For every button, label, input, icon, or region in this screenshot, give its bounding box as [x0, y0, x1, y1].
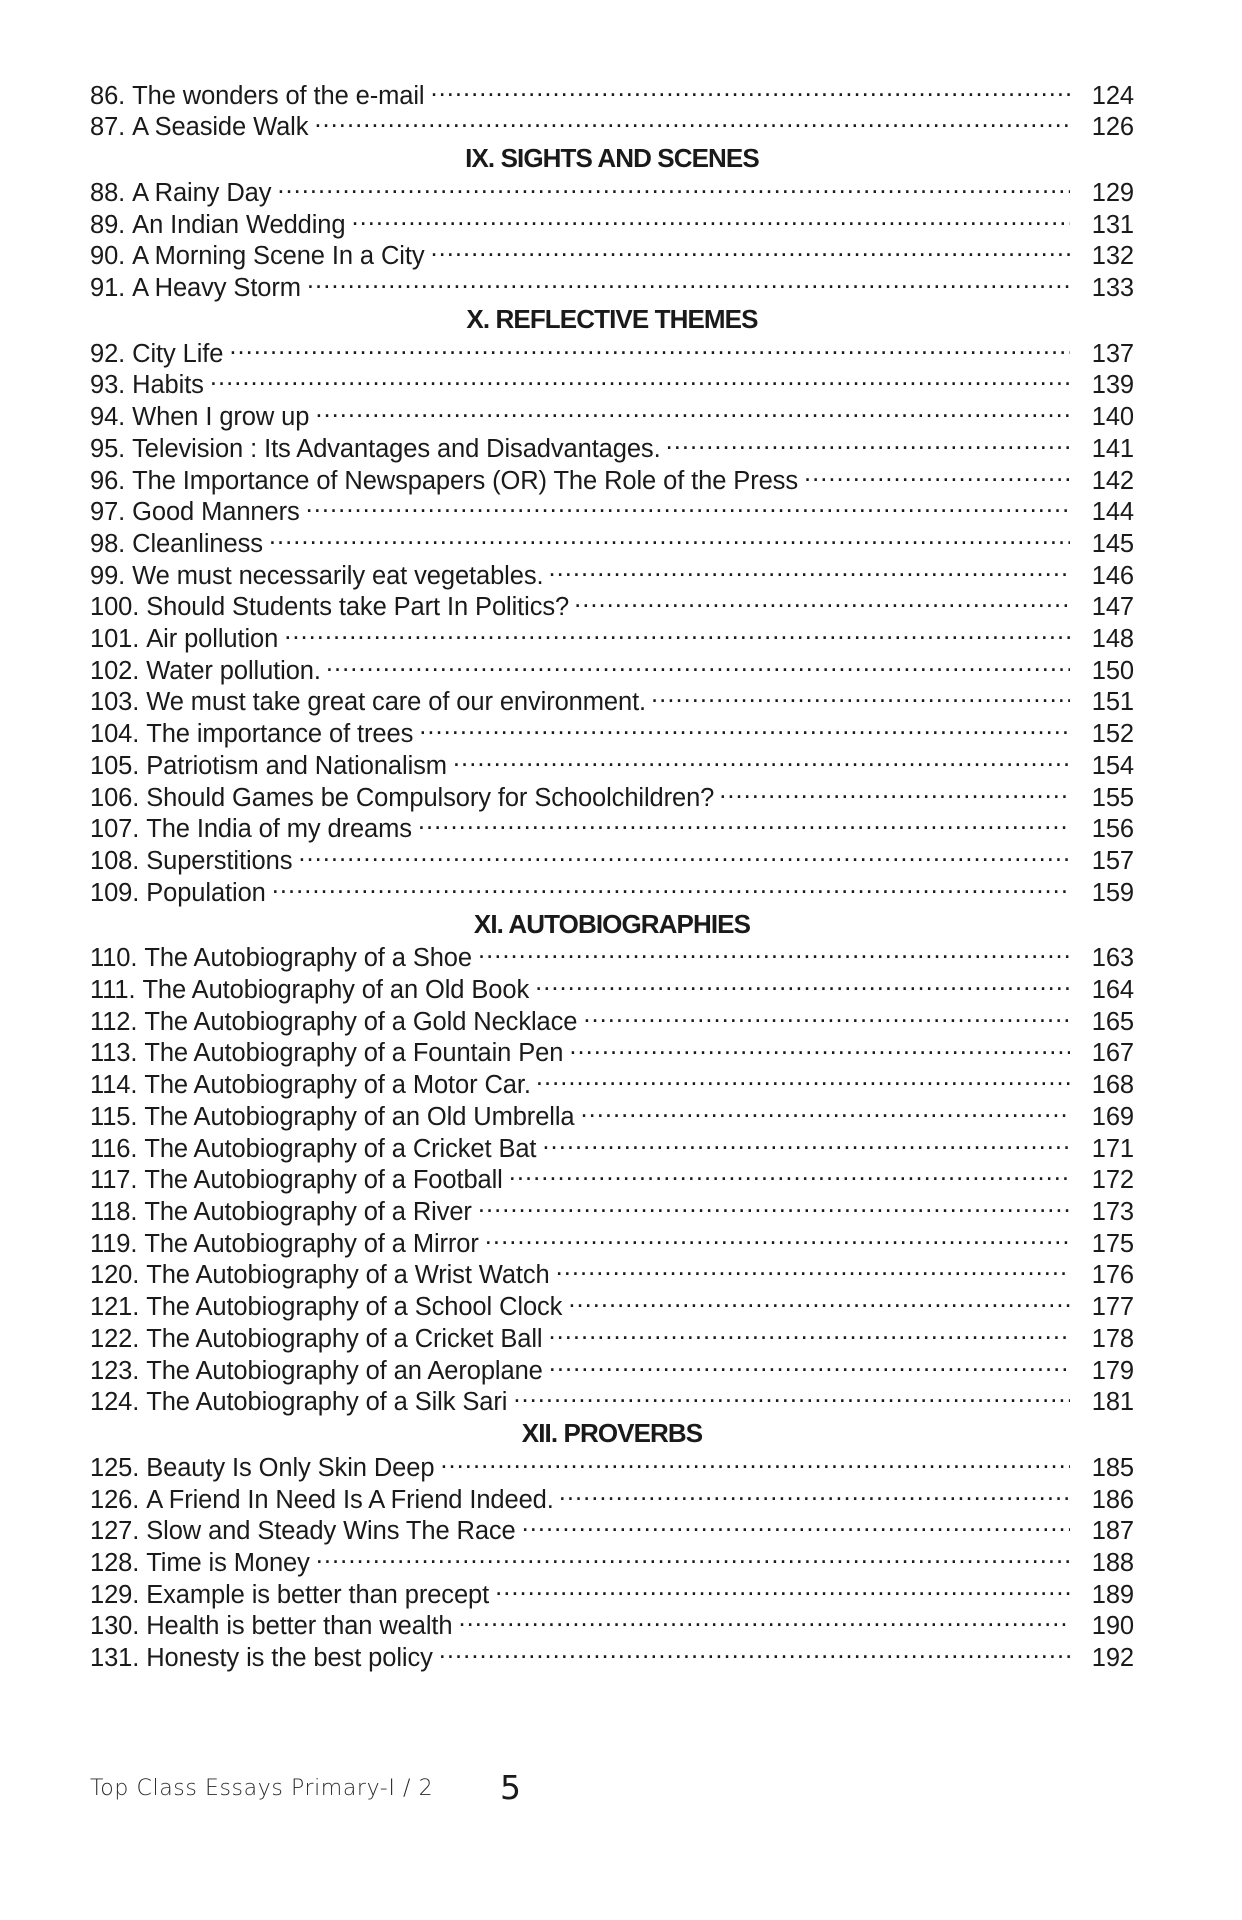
- toc-entry-title: The Autobiography of an Old Umbrella: [144, 1102, 575, 1131]
- toc-entry-page-number: 176: [1091, 1261, 1134, 1290]
- toc-entry-page-number: 190: [1091, 1612, 1134, 1641]
- toc-entry-number: 94.: [90, 403, 126, 432]
- toc-entry-page-number: 171: [1091, 1134, 1134, 1163]
- toc-entry-page-number: 173: [1091, 1198, 1134, 1226]
- toc-entry-page-number: 188: [1091, 1549, 1134, 1578]
- toc-leader-dots: [430, 78, 1070, 104]
- toc-entry-page-number: 131: [1091, 210, 1134, 239]
- toc-entry-number: 90.: [90, 242, 126, 271]
- toc-entry-page-number: 189: [1091, 1580, 1134, 1609]
- toc-entry-title: The India of my dreams: [146, 815, 412, 844]
- toc-entry[interactable]: [90, 780, 1134, 812]
- toc-entry-page-number: 140: [1091, 403, 1134, 432]
- toc-entry-page-number: 175: [1091, 1229, 1134, 1258]
- toc-entry-title: The Autobiography of a Silk Sari: [146, 1388, 508, 1417]
- toc-entry-title: Honesty is the best policy: [146, 1644, 433, 1673]
- toc-entry-page-number: 145: [1091, 529, 1134, 558]
- toc-leader-dots: [574, 590, 1070, 616]
- toc-entry-title: Population: [146, 878, 266, 907]
- toc-entry[interactable]: [90, 1641, 1134, 1673]
- toc-entry-number: 107.: [90, 815, 140, 844]
- section-heading: IX. SIGHTS AND SCENES: [465, 143, 759, 174]
- toc-entry-page-number: 178: [1091, 1324, 1134, 1353]
- toc-entry[interactable]: [90, 1195, 1134, 1227]
- toc-leader-dots: [548, 1321, 1070, 1347]
- toc-leader-dots: [535, 973, 1070, 999]
- toc-leader-dots: [556, 1258, 1070, 1284]
- toc-leader-dots: [440, 1450, 1070, 1476]
- toc-leader-dots: [495, 1577, 1070, 1603]
- toc-entry-title: A Friend In Need Is A Friend Indeed.: [146, 1485, 554, 1514]
- toc-entry-number: 126.: [90, 1485, 140, 1514]
- table-of-contents: [90, 78, 1134, 1672]
- toc-leader-dots: [581, 1099, 1071, 1125]
- toc-entry-number: 129.: [90, 1580, 140, 1609]
- toc-leader-dots: [229, 336, 1070, 362]
- toc-leader-dots: [804, 463, 1070, 489]
- toc-leader-dots: [485, 1226, 1070, 1252]
- toc-entry-title: Time is Money: [146, 1549, 310, 1578]
- toc-leader-dots: [284, 622, 1070, 648]
- toc-entry-title: Should Games be Compulsory for Schoolchildren?: [146, 783, 715, 812]
- toc-entry-number: 109.: [90, 878, 140, 907]
- toc-leader-dots: [549, 1353, 1070, 1379]
- toc-entry-page-number: 164: [1091, 976, 1134, 1005]
- toc-entry-title: The Autobiography of a Motor Car.: [144, 1071, 531, 1100]
- toc-entry[interactable]: [90, 110, 1134, 142]
- toc-entry-title: Habits: [132, 371, 204, 400]
- toc-entry-title: The Autobiography of a Mirror: [144, 1229, 479, 1258]
- toc-entry-number: 119.: [90, 1229, 138, 1258]
- toc-entry-number: 88.: [90, 178, 126, 207]
- toc-entry-page-number: 144: [1091, 498, 1134, 527]
- toc-entry-title: The Autobiography of a Cricket Bat: [144, 1134, 537, 1163]
- toc-entry-page-number: 152: [1091, 720, 1134, 749]
- toc-entry-page-number: 133: [1091, 274, 1134, 303]
- toc-entry-number: 93.: [90, 371, 126, 400]
- toc-entry-number: 115.: [90, 1102, 138, 1131]
- toc-entry-number: 100.: [90, 593, 140, 622]
- toc-entry[interactable]: [90, 271, 1134, 303]
- toc-entry-number: 105.: [90, 751, 140, 780]
- toc-leader-dots: [315, 400, 1070, 426]
- toc-entry-title: We must necessarily eat vegetables.: [132, 561, 544, 590]
- toc-entry-page-number: 126: [1091, 113, 1134, 142]
- toc-entry-page-number: 139: [1091, 371, 1134, 400]
- toc-entry-page-number: 156: [1091, 815, 1134, 844]
- toc-entry-title: The Importance of Newspapers (OR) The Role of the Press: [132, 466, 798, 495]
- toc-leader-dots: [298, 843, 1070, 869]
- toc-leader-dots: [272, 875, 1070, 901]
- toc-entry-page-number: 181: [1091, 1388, 1134, 1417]
- toc-entry-page-number: 186: [1091, 1485, 1134, 1514]
- toc-entry-title: The Autobiography of an Old Book: [142, 976, 530, 1005]
- toc-entry-page-number: 142: [1091, 466, 1134, 495]
- toc-entry-number: 122.: [90, 1324, 140, 1353]
- toc-entry-page-number: 165: [1091, 1007, 1134, 1036]
- toc-entry-number: 128.: [90, 1549, 140, 1578]
- toc-entry-number: 101.: [90, 625, 140, 654]
- toc-leader-dots: [548, 558, 1070, 584]
- toc-entry[interactable]: [90, 941, 1134, 973]
- section-heading: X. REFLECTIVE THEMES: [466, 304, 758, 335]
- toc-entry-number: 120.: [90, 1261, 140, 1290]
- footer-book-label: Top Class Essays Primary-I / 2: [90, 1776, 434, 1801]
- toc-entry[interactable]: [90, 1321, 1134, 1353]
- toc-entry-page-number: 192: [1091, 1644, 1134, 1673]
- toc-entry-title: The Autobiography of a Shoe: [144, 944, 472, 973]
- toc-entry[interactable]: [90, 1482, 1134, 1514]
- toc-entry-number: 123.: [90, 1356, 140, 1385]
- toc-entry-title: The Autobiography of a Fountain Pen: [144, 1039, 564, 1068]
- toc-entry-title: The importance of trees: [146, 720, 414, 749]
- toc-entry-number: 113.: [90, 1039, 138, 1068]
- toc-entry-title: Television : Its Advantages and Disadvantages.: [132, 434, 661, 463]
- toc-entry-page-number: 167: [1091, 1039, 1134, 1068]
- toc-entry-page-number: 177: [1091, 1293, 1134, 1322]
- toc-entry-page-number: 137: [1091, 339, 1134, 368]
- toc-entry[interactable]: [90, 812, 1134, 844]
- toc-entry-number: 104.: [90, 720, 140, 749]
- toc-entry[interactable]: [90, 590, 1134, 622]
- toc-entry[interactable]: [90, 1290, 1134, 1322]
- toc-entry-page-number: 168: [1091, 1071, 1134, 1100]
- toc-entry-page-number: 163: [1091, 944, 1134, 973]
- toc-entry-number: 91.: [90, 274, 126, 303]
- toc-entry-page-number: 157: [1091, 846, 1134, 875]
- toc-entry-title: The Autobiography of a Football: [144, 1166, 503, 1195]
- toc-entry-page-number: 155: [1091, 783, 1134, 812]
- toc-leader-dots: [326, 653, 1070, 679]
- toc-entry-number: 125.: [90, 1453, 140, 1482]
- toc-entry-title: Beauty Is Only Skin Deep: [146, 1453, 435, 1482]
- footer-page-number: 5: [500, 1768, 521, 1807]
- toc-entry-title: We must take great care of our environment.: [146, 688, 647, 717]
- toc-leader-dots: [583, 1004, 1070, 1030]
- toc-entry-title: A Morning Scene In a City: [132, 242, 425, 271]
- toc-entry[interactable]: [90, 653, 1134, 685]
- toc-entry-page-number: 172: [1091, 1166, 1134, 1195]
- toc-entry-title: The wonders of the e-mail: [132, 81, 425, 110]
- toc-entry-page-number: 179: [1091, 1356, 1134, 1385]
- toc-entry-number: 118.: [90, 1198, 138, 1226]
- toc-leader-dots: [307, 271, 1070, 297]
- toc-leader-dots: [269, 526, 1070, 552]
- toc-entry-title: The Autobiography of a Gold Necklace: [144, 1007, 578, 1036]
- toc-entry-number: 92.: [90, 339, 126, 368]
- toc-entry-title: A Rainy Day: [132, 178, 272, 207]
- toc-entry-title: Water pollution.: [146, 656, 321, 685]
- toc-entry[interactable]: [90, 239, 1134, 271]
- toc-entry-page-number: 147: [1091, 593, 1134, 622]
- toc-leader-dots: [314, 110, 1070, 136]
- toc-entry-number: 127.: [90, 1517, 140, 1546]
- toc-entry-number: 130.: [90, 1612, 140, 1641]
- toc-entry[interactable]: [90, 1609, 1134, 1641]
- toc-entry-number: 116.: [90, 1134, 138, 1163]
- toc-entry-title: The Autobiography of a Cricket Ball: [146, 1324, 543, 1353]
- toc-entry[interactable]: [90, 717, 1134, 749]
- toc-leader-dots: [569, 1036, 1070, 1062]
- toc-entry-title: Example is better than precept: [146, 1580, 490, 1609]
- toc-entry-title: Should Students take Part In Politics?: [146, 593, 570, 622]
- toc-entry-number: 131.: [90, 1644, 140, 1673]
- toc-entry-number: 108.: [90, 846, 140, 875]
- toc-entry-number: 117.: [90, 1166, 138, 1195]
- toc-entry[interactable]: [90, 1068, 1134, 1100]
- toc-entry-title: Air pollution: [146, 625, 279, 654]
- toc-entry-page-number: 151: [1091, 688, 1134, 717]
- toc-leader-dots: [458, 1609, 1070, 1635]
- toc-entry[interactable]: [90, 622, 1134, 654]
- toc-entry[interactable]: [90, 400, 1134, 432]
- toc-entry[interactable]: [90, 1099, 1134, 1131]
- toc-entry[interactable]: [90, 207, 1134, 239]
- toc-entry-title: The Autobiography of a School Clock: [146, 1293, 563, 1322]
- toc-entry-number: 99.: [90, 561, 126, 590]
- toc-entry-page-number: 187: [1091, 1517, 1134, 1546]
- toc-entry[interactable]: [90, 175, 1134, 207]
- toc-entry-number: 111.: [90, 976, 136, 1005]
- toc-entry-title: When I grow up: [132, 403, 310, 432]
- toc-entry[interactable]: [90, 1546, 1134, 1578]
- toc-entry[interactable]: [90, 973, 1134, 1005]
- toc-entry-title: A Heavy Storm: [132, 274, 301, 303]
- toc-entry[interactable]: [90, 1450, 1134, 1482]
- toc-entry[interactable]: [90, 1004, 1134, 1036]
- toc-entry[interactable]: [90, 336, 1134, 368]
- toc-entry-title: The Autobiography of a Wrist Watch: [146, 1261, 550, 1290]
- toc-entry[interactable]: [90, 1514, 1134, 1546]
- toc-entry-number: 95.: [90, 434, 126, 463]
- toc-leader-dots: [651, 685, 1070, 711]
- page-footer: [90, 1768, 1134, 1828]
- toc-entry-title: Cleanliness: [132, 529, 263, 558]
- toc-entry-page-number: 185: [1091, 1453, 1134, 1482]
- toc-entry-title: Good Manners: [132, 498, 300, 527]
- section-heading: XII. PROVERBS: [521, 1418, 703, 1449]
- toc-entry[interactable]: [90, 1577, 1134, 1609]
- toc-entry[interactable]: [90, 78, 1134, 110]
- toc-entry-page-number: 124: [1091, 81, 1134, 110]
- toc-leader-dots: [430, 239, 1070, 265]
- toc-entry-title: The Autobiography of a River: [144, 1198, 472, 1226]
- toc-entry[interactable]: [90, 875, 1134, 907]
- toc-entry-title: The Autobiography of an Aeroplane: [146, 1356, 543, 1385]
- toc-entry-title: Health is better than wealth: [146, 1612, 453, 1641]
- toc-entry-page-number: 148: [1091, 625, 1134, 654]
- toc-leader-dots: [210, 368, 1070, 394]
- toc-leader-dots: [439, 1641, 1070, 1667]
- toc-leader-dots: [666, 431, 1070, 457]
- toc-entry[interactable]: [90, 526, 1134, 558]
- toc-entry-page-number: 141: [1091, 434, 1134, 463]
- toc-entry-number: 86.: [90, 81, 126, 110]
- toc-leader-dots: [568, 1290, 1070, 1316]
- toc-entry-page-number: 150: [1091, 656, 1134, 685]
- toc-leader-dots: [509, 1163, 1070, 1189]
- toc-leader-dots: [478, 941, 1070, 967]
- toc-entry-title: Patriotism and Nationalism: [146, 751, 447, 780]
- toc-entry-title: Slow and Steady Wins The Race: [146, 1517, 516, 1546]
- toc-leader-dots: [316, 1546, 1070, 1572]
- toc-entry[interactable]: [90, 1385, 1134, 1417]
- toc-leader-dots: [542, 1131, 1070, 1157]
- toc-entry-number: 97.: [90, 498, 126, 527]
- toc-entry-number: 114.: [90, 1071, 138, 1100]
- toc-leader-dots: [522, 1514, 1070, 1540]
- toc-entry-page-number: 129: [1091, 178, 1134, 207]
- toc-entry[interactable]: [90, 1036, 1134, 1068]
- toc-entry-number: 102.: [90, 656, 140, 685]
- toc-entry-number: 110.: [90, 944, 138, 973]
- toc-entry-page-number: 159: [1091, 878, 1134, 907]
- toc-leader-dots: [719, 780, 1070, 806]
- toc-entry[interactable]: [90, 748, 1134, 780]
- toc-entry-title: Superstitions: [146, 846, 293, 875]
- toc-entry-number: 89.: [90, 210, 126, 239]
- toc-entry-page-number: 154: [1091, 751, 1134, 780]
- toc-entry[interactable]: [90, 1353, 1134, 1385]
- toc-leader-dots: [418, 812, 1070, 838]
- toc-leader-dots: [478, 1195, 1070, 1221]
- toc-leader-dots: [453, 748, 1070, 774]
- toc-entry[interactable]: [90, 1258, 1134, 1290]
- toc-entry-number: 98.: [90, 529, 126, 558]
- toc-entry-page-number: 169: [1091, 1102, 1134, 1131]
- toc-entry-number: 106.: [90, 783, 140, 812]
- toc-entry-number: 124.: [90, 1388, 140, 1417]
- toc-entry-number: 112.: [90, 1007, 138, 1036]
- toc-entry-number: 96.: [90, 466, 126, 495]
- toc-entry[interactable]: [90, 843, 1134, 875]
- toc-leader-dots: [559, 1482, 1070, 1508]
- toc-entry[interactable]: [90, 685, 1134, 717]
- toc-leader-dots: [419, 717, 1070, 743]
- toc-entry[interactable]: [90, 1226, 1134, 1258]
- toc-leader-dots: [351, 207, 1070, 233]
- toc-entry[interactable]: [90, 463, 1134, 495]
- toc-leader-dots: [513, 1385, 1070, 1411]
- toc-entry[interactable]: [90, 495, 1134, 527]
- toc-entry-title: An Indian Wedding: [132, 210, 346, 239]
- toc-entry-page-number: 132: [1091, 242, 1134, 271]
- toc-entry[interactable]: [90, 1131, 1134, 1163]
- toc-entry-title: City Life: [132, 339, 224, 368]
- toc-leader-dots: [536, 1068, 1070, 1094]
- toc-leader-dots: [277, 175, 1070, 201]
- toc-entry[interactable]: [90, 431, 1134, 463]
- toc-entry-number: 121.: [90, 1293, 140, 1322]
- toc-entry[interactable]: [90, 1163, 1134, 1195]
- toc-entry-number: 103.: [90, 688, 140, 717]
- toc-entry-number: 87.: [90, 113, 126, 142]
- toc-entry[interactable]: [90, 368, 1134, 400]
- toc-entry-title: A Seaside Walk: [132, 113, 309, 142]
- toc-entry-page-number: 146: [1091, 561, 1134, 590]
- section-heading: XI. AUTOBIOGRAPHIES: [473, 908, 751, 939]
- toc-leader-dots: [306, 495, 1070, 521]
- toc-entry[interactable]: [90, 558, 1134, 590]
